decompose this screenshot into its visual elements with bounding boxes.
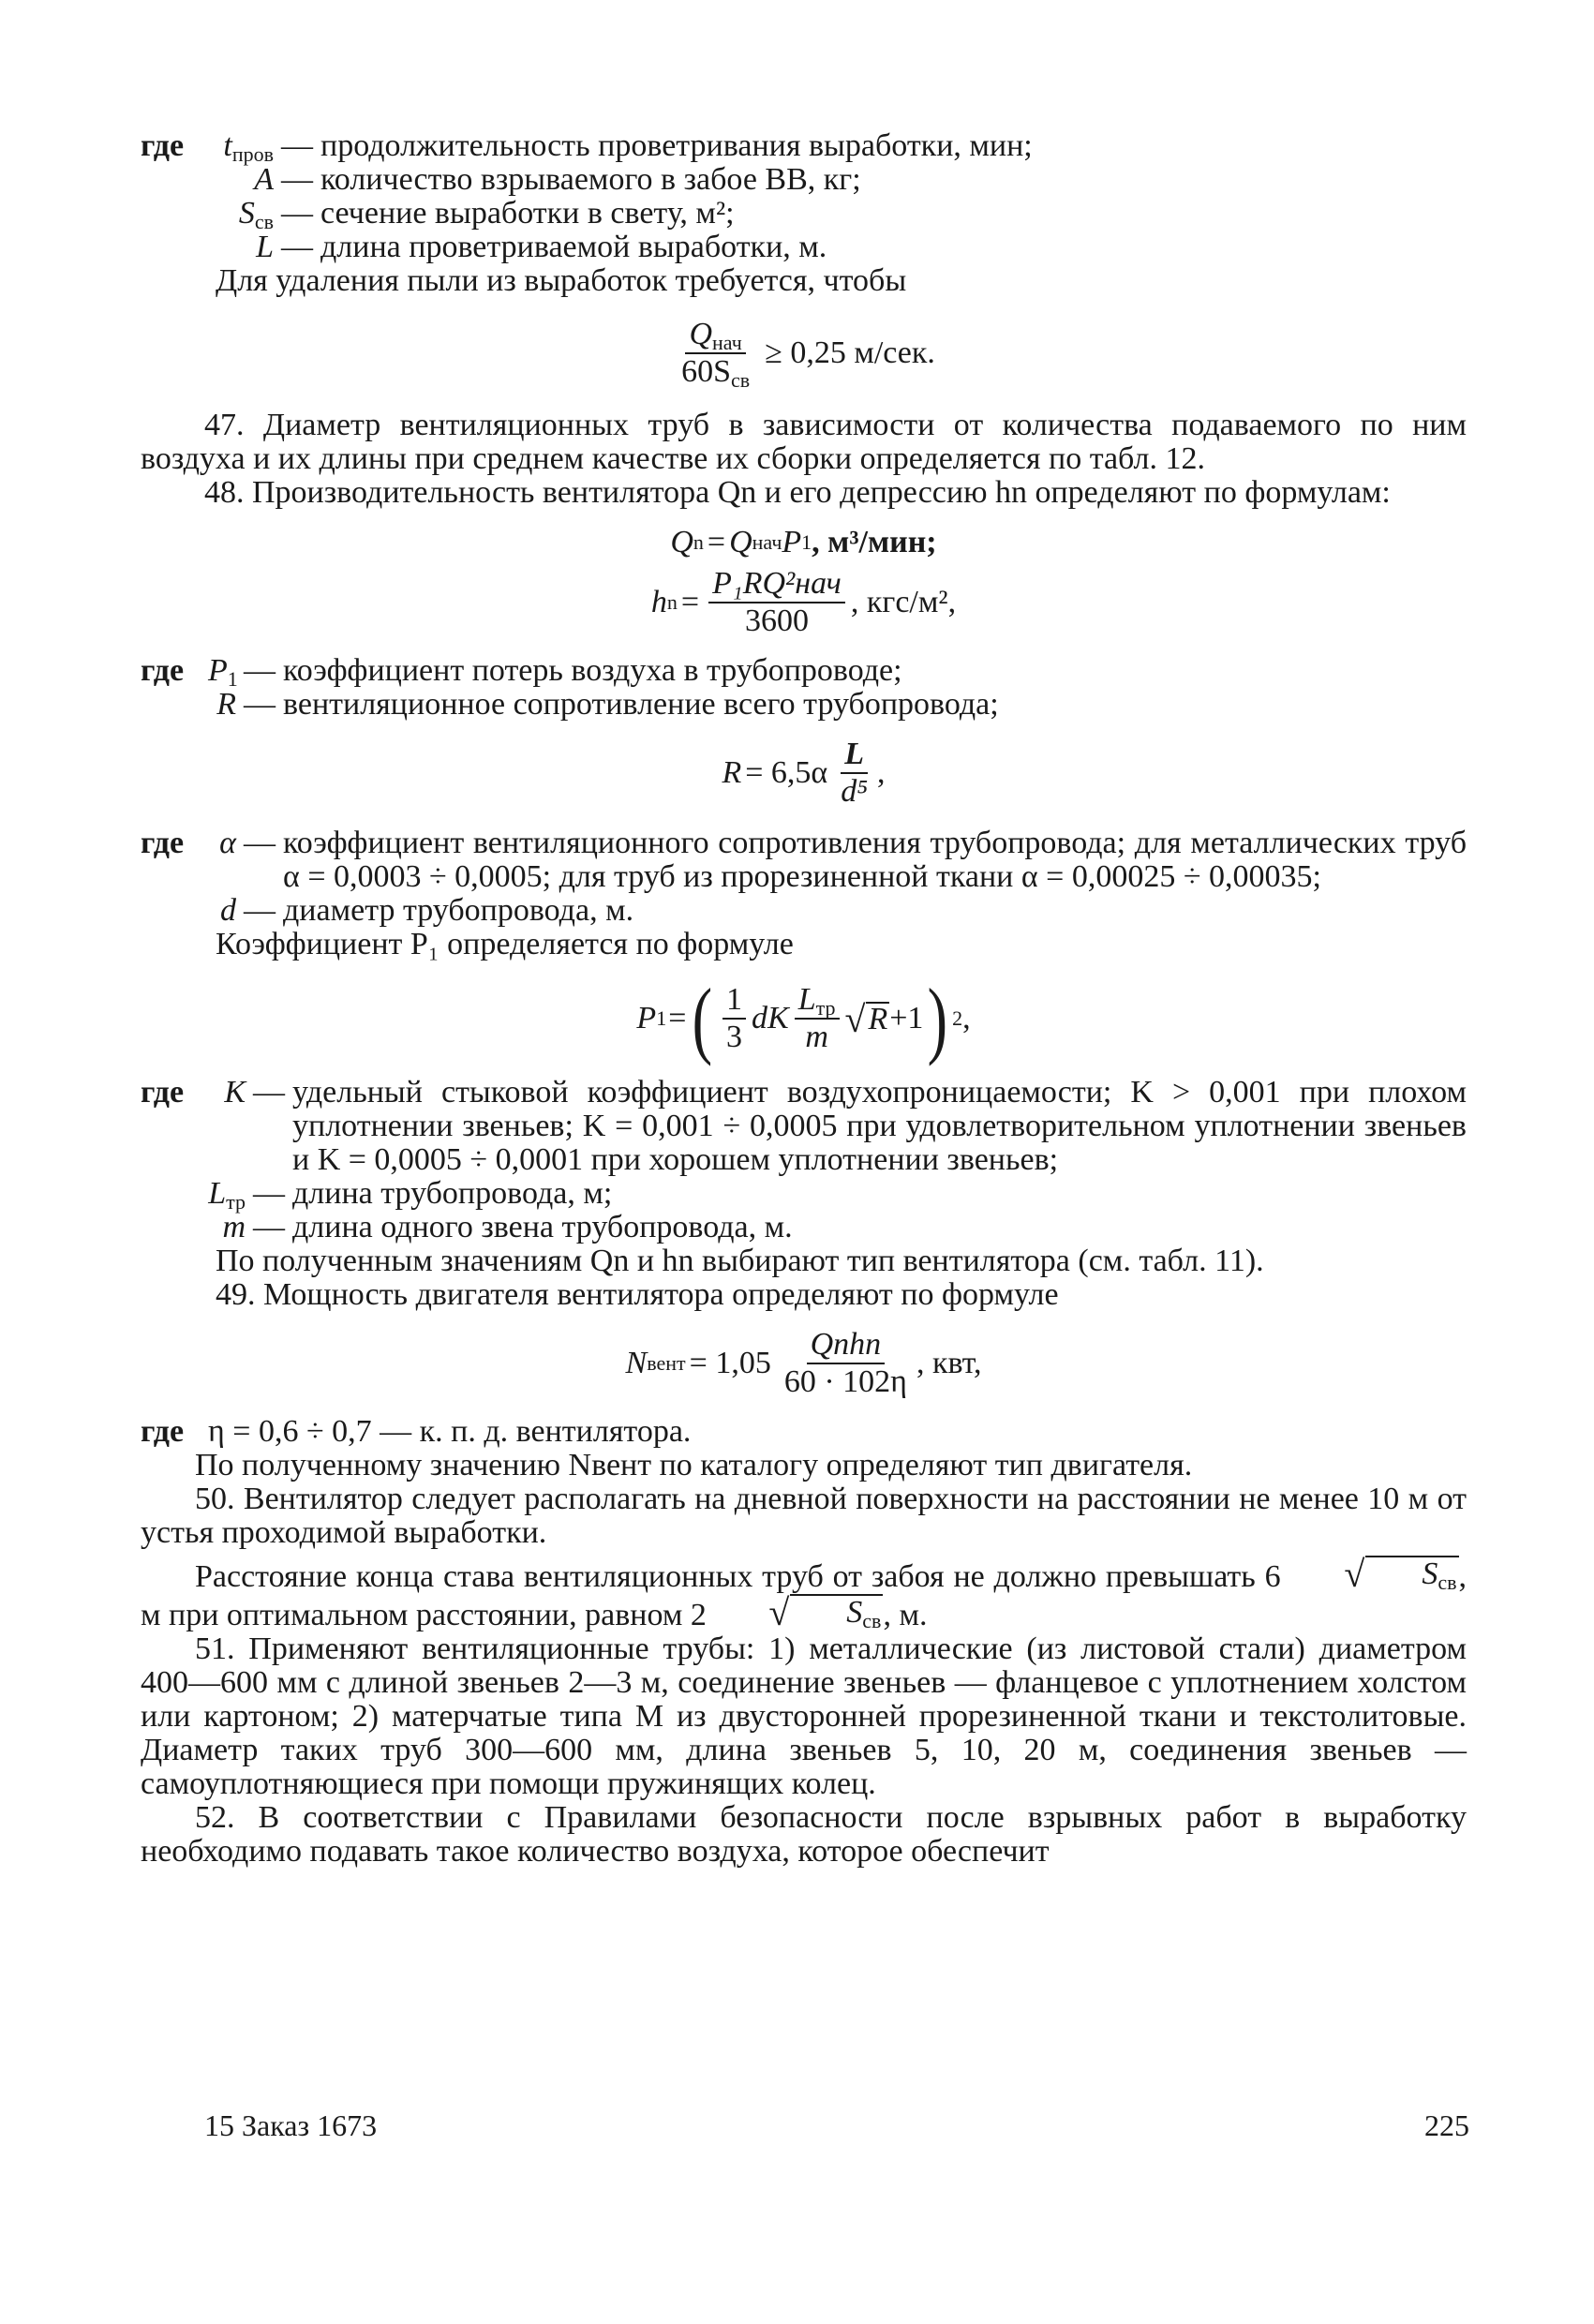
definition-text: количество взрываемого в забое ВВ, кг; [320,162,861,197]
dash: — [281,162,313,197]
symbol: $P_1$ [208,653,238,691]
definition-row [141,163,1467,197]
formula-r: R = 6,5α $\frac{L}{\text{d⁵}}$ , [722,737,886,809]
definition-row: $L_{тр}$ — длина трубопровода, м; [141,1177,1467,1211]
symbol: $t_{пров}$ [223,128,274,166]
fraction: $\frac{1}{3}$ [723,984,746,1053]
definition-text: удельный стыковой коэффициент воздухопроницаемости; K > 0,001 при плохом уплотнении звеньев; K = 0,001 ÷ 0,0005 при удовлетворительном уплотнении звеньев и K = 0,0005 ÷ 0,0001 при хорошем уплотнении звеньев; [292,1075,1467,1177]
paragraph-49: 49. Мощность двигателя вентилятора определяют по формуле [216,1277,1059,1312]
signature-mark: 15 Заказ 1673 [204,2108,378,2142]
sqrt: √ $S_{св}$ [768,1591,882,1633]
definitions-block [141,827,1467,928]
where-label: где [141,826,185,860]
fraction: $\frac{Q_{нач}}{60S_{св}}$ [681,317,751,392]
symbol: m [222,1210,246,1244]
page-body [141,129,1467,1869]
symbol: d [220,893,236,928]
definition-row [141,128,1467,166]
symbol: A [254,162,274,197]
eta-line: где η = 0,6 ÷ 0,7 — к. п. д. вентилятора. [141,1414,692,1449]
definition-row: d — диаметр трубопровода, м. [141,894,1467,928]
symbol: $L_{тр}$ [208,1176,246,1214]
definition-row [141,231,1467,264]
definition-row: R — вентиляционное сопротивление всего трубопровода; [141,688,1467,722]
dust-text: Для удаления пыли из выработок требуется, чтобы [216,263,907,298]
formula-qn: Q n = Q нач P 1 , м³/мин; [670,525,937,559]
fraction: $\frac{L}{\text{d⁵}}$ [841,737,869,809]
paragraph-47: 47. Диаметр вентиляционных труб в зависимости от количества подаваемого по ним воздуха и их длины при среднем качестве их сборки определяется по табл. 12. [141,408,1467,476]
where-label: где [141,653,185,688]
where-label: где [141,1414,185,1449]
select-fan-text: По полученным значениям Qn и hn выбирают тип вентилятора (см. табл. 11). [216,1244,1264,1278]
dash: — [281,230,313,264]
definitions-block [141,1076,1467,1244]
where-label: где [141,1075,185,1110]
symbol: $S_{св}$ [238,196,274,233]
fraction: $\frac{\text{Qnhn}}{60 \cdot 102\eta}$ [783,1327,907,1399]
definition-row: m — длина одного звена трубопровода, м. [141,1211,1467,1244]
definition-row: где α — коэффициент вентиляционного сопротивления трубопровода; для металлических труб α = 0,0003 ÷ 0,0005; для труб из прорезиненной ткани α = 0,00025 ÷ 0,00035; [141,826,1467,894]
formula-n: N вент = 1,05 $\frac{\text{Qnhn}}{60 \cdot 102\eta}$ , квт, [625,1327,982,1399]
definitions-block [141,129,1467,264]
symbol: L [256,230,274,264]
definitions-block [141,654,1467,722]
paragraph-48: 48. Производительность вентилятора Qn и его депрессию hn определяют по формулам: [204,475,1391,510]
definition-text: длина одного звена трубопровода, м. [292,1210,793,1244]
definition-text: длина проветриваемой выработки, м. [320,230,827,264]
formula-hn: h n = $\frac{\text{P₁RQ²нач}}{3600}$ , кгс/м², [650,566,957,638]
definition-text: коэффициент вентиляционного сопротивления трубопровода; для металлических труб α = 0,0003 ÷ 0,0005; для труб из прорезиненной ткани α = 0,00025 ÷ 0,00035; [283,826,1467,894]
page-footer [204,2108,1469,2143]
fraction: $\frac{L_{тр}}{m}$ [795,984,840,1053]
distance-text: Расстояние конца става вентиляционных труб от забоя не должно превышать 6 √ $S_{св}$ , м при оптимальном расстоянии, равном 2 √ $S_{св}$ , м. [141,1553,1467,1633]
definition-text: сечение выработки в свету, м²; [320,196,735,231]
symbol: α [219,826,236,860]
definition-text: длина трубопровода, м; [292,1176,613,1211]
symbol: K [224,1075,246,1110]
fraction: $\frac{\text{P₁RQ²нач}}{3600}$ [708,568,845,637]
catalog-text: По полученному значению Nвент по каталогу определяют тип двигателя. [195,1448,1193,1482]
dash: — [281,196,313,231]
paragraph-50: 50. Вентилятор следует располагать на дневной поверхности на расстоянии не менее 10 м от устья проходимой выработки. [141,1482,1467,1550]
formula-dust [141,317,1467,392]
page-number: 225 [1424,2108,1469,2142]
definition-text: продолжительность проветривания выработки, мин; [320,128,1033,163]
sqrt: √ $S_{св}$ [1344,1553,1457,1595]
paragraph-51: 51. Применяют вентиляционные трубы: 1) металлические (из листовой стали) диаметром 400—600 мм с длиной звеньев 2—3 м, соединение звеньев — фланцевое с уплотнением холстом или картоном; 2) матерчатые типа М из двусторонней прорезиненной ткани и текстолитовые. Диаметр таких труб 300—600 мм, длина звеньев 5, 10, 20 м, соединения звеньев — самоуплотняющиеся при помощи пружинящих колец. [141,1631,1467,1801]
dash: — [281,128,313,163]
definition-row: где K — удельный стыковой коэффициент воздухопроницаемости; K > 0,001 при плохом уплотнении звеньев; K = 0,001 ÷ 0,0005 при удовлетворительном уплотнении звеньев и K = 0,0005 ÷ 0,0001 при хорошем уплотнении звеньев; [141,1075,1467,1177]
coefficient-text: Коэффициент P₁ определяется по формуле [216,927,794,961]
symbol: R [216,687,236,722]
definition-text: диаметр трубопровода, м. [283,893,634,928]
formula-rhs: ≥ 0,25 м/сек. [765,335,935,370]
definition-row: где $P_1$ — коэффициент потерь воздуха в трубопроводе; [141,654,1467,688]
where-label: где [141,128,185,163]
paragraph-52: 52. В соответствии с Правилами безопасности после взрывных работ в выработку необходимо подавать такое количество воздуха, которое обеспечит [141,1800,1467,1869]
sqrt: √ R [844,998,888,1040]
definition-row [141,197,1467,231]
definition-text: коэффициент потерь воздуха в трубопроводе; [283,653,902,688]
formula-p1: P 1 = ( $\frac{1}{3}$ dK $\frac{L_{тр}}{m}$ √ R +1 ) 2 , [636,971,971,1066]
definition-text: вентиляционное сопротивление всего трубопровода; [283,687,999,722]
